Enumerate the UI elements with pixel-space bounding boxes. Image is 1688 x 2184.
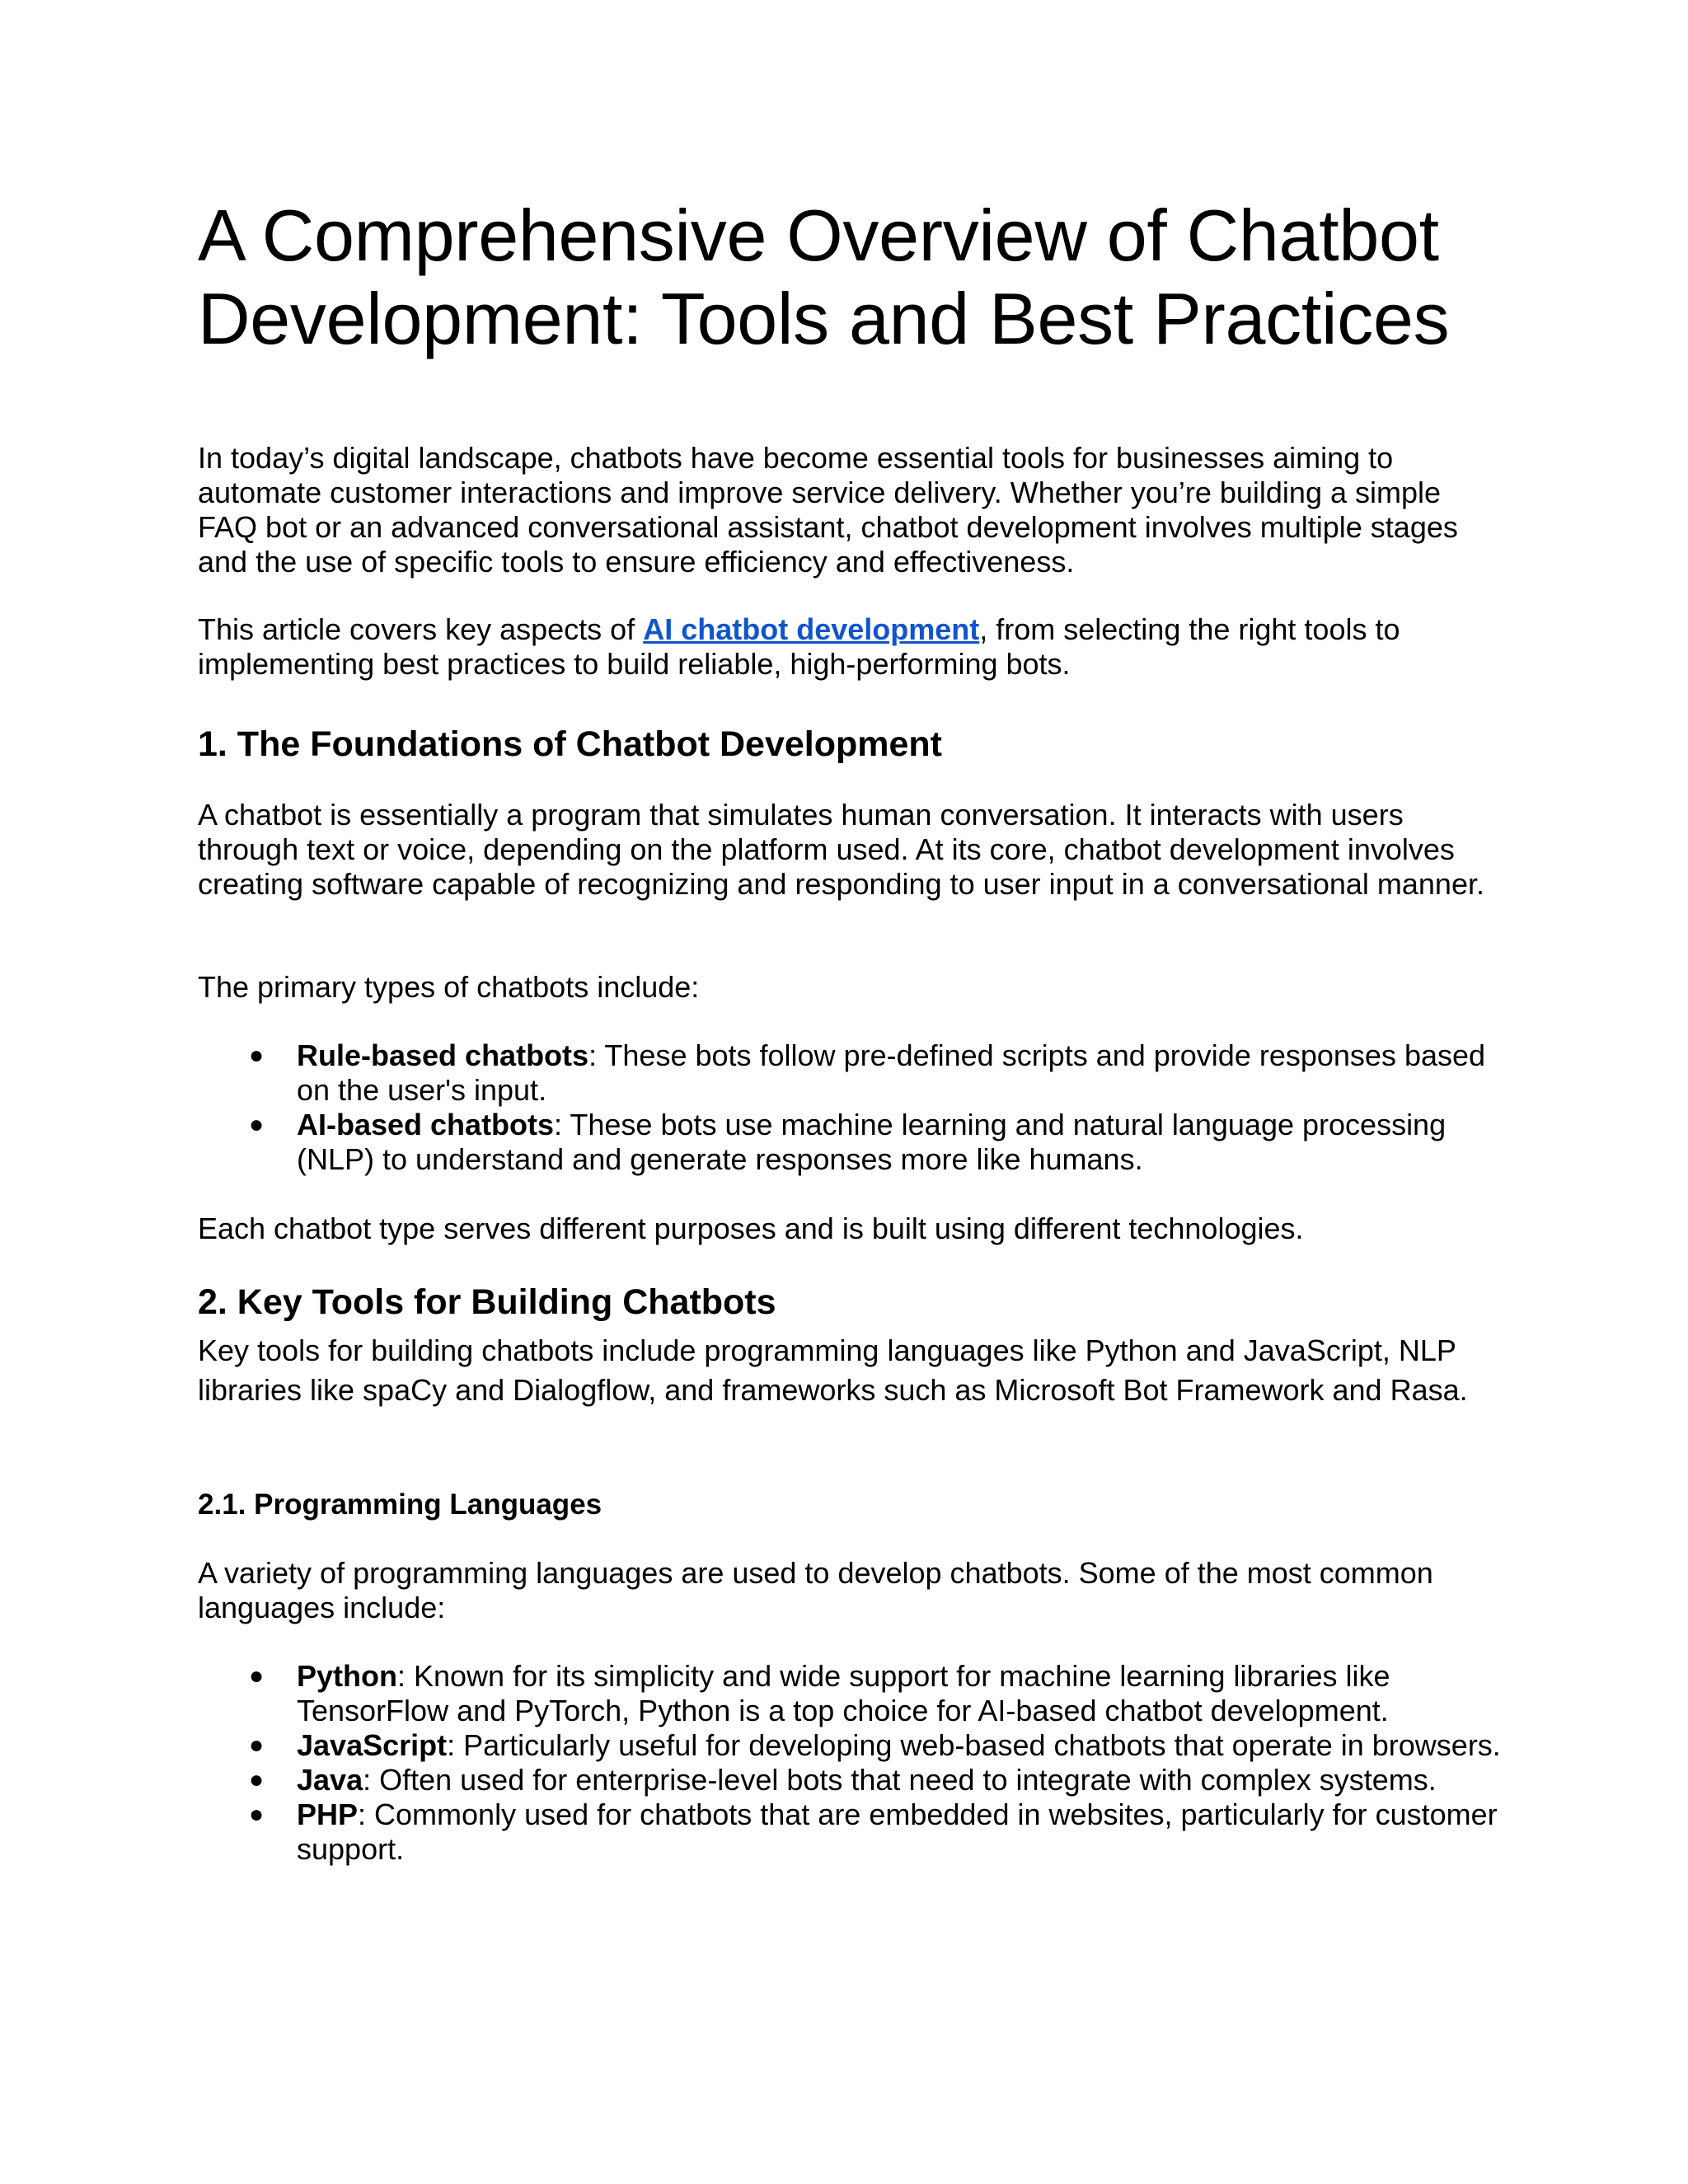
section-1-paragraph-2: The primary types of chatbots include: bbox=[198, 970, 700, 1004]
intro-paragraph-1: In today’s digital landscape, chatbots have become essential tools for businesses aiming to automate customer interactions and improve service delivery. Whether you’re building a simple FAQ bot or an advanced conversational assistant, chatbot development involves multiple stages and the use of specific tools to ensure efficiency and effectiveness. bbox=[198, 441, 1458, 579]
intro-p2-text-before: This article covers key aspects of bbox=[198, 612, 644, 646]
programming-languages-list bbox=[198, 1659, 1508, 1867]
list-item-term: Python bbox=[297, 1659, 397, 1693]
list-item-text: : Known for its simplicity and wide support for machine learning libraries like TensorFlow and PyTorch, Python is a top choice for AI-based chatbot development. bbox=[297, 1659, 1390, 1727]
section-1-paragraph-1: A chatbot is essentially a program that simulates human conversation. It interacts with users through text or voice, depending on the platform used. At its core, chatbot development involves creating software capable of recognizing and responding to user input in a conversational manner. bbox=[198, 798, 1484, 901]
list-item bbox=[198, 1728, 1508, 1763]
section-1-heading: 1. The Foundations of Chatbot Development bbox=[198, 724, 942, 764]
bullet-icon: ● bbox=[249, 1111, 265, 1138]
list-item bbox=[198, 1659, 1508, 1728]
ai-chatbot-development-link[interactable]: AI chatbot development bbox=[643, 612, 980, 646]
intro-p2-text-after: , from selecting the right tools to implementing best practices to build reliable, high-performing bots. bbox=[198, 612, 1400, 681]
list-item-text: : Often used for enterprise-level bots that need to integrate with complex systems. bbox=[363, 1763, 1437, 1797]
list-item-text: : Commonly used for chatbots that are embedded in websites, particularly for customer support. bbox=[297, 1797, 1498, 1866]
document-title: A Comprehensive Overview of Chatbot Development: Tools and Best Practices bbox=[198, 194, 1450, 359]
list-item bbox=[198, 1797, 1508, 1867]
section-1-paragraph-3: Each chatbot type serves different purposes and is built using different technologies. bbox=[198, 1212, 1304, 1245]
chatbot-types-list bbox=[198, 1038, 1508, 1177]
intro-paragraph-2 bbox=[198, 612, 1508, 682]
list-item-term: Rule-based chatbots bbox=[297, 1038, 589, 1072]
list-item-text: : These bots follow pre-defined scripts and provide responses based on the user's input. bbox=[297, 1038, 1486, 1107]
list-item bbox=[198, 1763, 1508, 1797]
bullet-icon: ● bbox=[249, 1801, 265, 1828]
section-2-paragraph-1: Key tools for building chatbots include programming languages like Python and JavaScript, NLP libraries like spaCy and Dialogflow, and frameworks such as Microsoft Bot Framework and Rasa. bbox=[198, 1333, 1468, 1407]
bullet-icon: ● bbox=[249, 1662, 265, 1690]
list-item-text: : Particularly useful for developing web-based chatbots that operate in browsers. bbox=[447, 1728, 1501, 1762]
list-item-term: PHP bbox=[297, 1797, 359, 1831]
bullet-icon: ● bbox=[249, 1732, 265, 1759]
list-item-term: Java bbox=[297, 1763, 363, 1797]
list-item bbox=[198, 1038, 1508, 1108]
list-item-term: AI-based chatbots bbox=[297, 1108, 555, 1141]
bullet-icon: ● bbox=[249, 1766, 265, 1793]
section-2-1-paragraph-1: A variety of programming languages are used to develop chatbots. Some of the most common languages include: bbox=[198, 1556, 1433, 1624]
section-2-heading: 2. Key Tools for Building Chatbots bbox=[198, 1282, 776, 1322]
list-item-term: JavaScript bbox=[297, 1728, 448, 1762]
list-item-text: : These bots use machine learning and natural language processing (NLP) to understand and generate responses more like humans. bbox=[297, 1108, 1447, 1176]
bullet-icon: ● bbox=[249, 1042, 265, 1069]
list-item bbox=[198, 1108, 1508, 1177]
section-2-1-heading: 2.1. Programming Languages bbox=[198, 1488, 603, 1521]
